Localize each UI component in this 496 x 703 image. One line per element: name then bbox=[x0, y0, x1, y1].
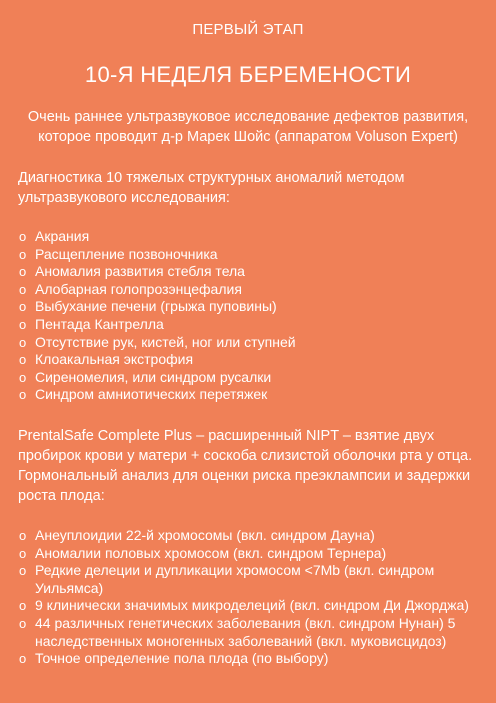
bullet-icon: o bbox=[19, 387, 27, 403]
bullet-icon: o bbox=[19, 264, 27, 280]
list-item-text: Анеуплоидии 22-й хромосомы (вкл. синдром Дауна) bbox=[35, 526, 375, 543]
bullet-icon: o bbox=[19, 281, 27, 297]
list-item bbox=[18, 369, 478, 387]
list-item bbox=[18, 615, 478, 650]
list-item-text: 9 клинически значимых микроделеций (вкл. синдром Ди Джорджа) bbox=[35, 597, 469, 614]
stage-label: ПЕРВЫЙ ЭТАП bbox=[192, 21, 304, 38]
list-item-text: Аномалия развития стебля тела bbox=[35, 263, 245, 280]
list-item bbox=[18, 281, 478, 299]
list-item-text: Расщепление позвоночника bbox=[35, 245, 218, 262]
bullet-icon: o bbox=[19, 369, 27, 385]
list-item bbox=[18, 562, 478, 597]
page-title: 10-Я НЕДЕЛЯ БЕРЕМЕНОСТИ bbox=[84, 62, 412, 87]
subtitle: Очень раннее ультразвуковое исследование дефектов развития, которое проводит д-р Марек Шойс (аппаратом Voluson Expert) bbox=[27, 109, 469, 145]
bullet-icon: o bbox=[19, 299, 27, 315]
list-item bbox=[18, 650, 478, 668]
list-item bbox=[18, 334, 478, 352]
list-item bbox=[18, 351, 478, 369]
bullet-icon: o bbox=[19, 598, 27, 614]
list-item-text: Клоакальная экстрофия bbox=[35, 351, 194, 368]
bullet-icon: o bbox=[19, 615, 27, 631]
bullet-icon: o bbox=[19, 545, 27, 561]
list-item-text: Аномалии половых хромосом (вкл. синдром Тернера) bbox=[35, 544, 387, 561]
list-item bbox=[18, 228, 478, 246]
list-item bbox=[18, 545, 478, 563]
bullet-icon: o bbox=[19, 229, 27, 244]
list-item-text: Редкие делеции и дупликации хромосом <7Mb (вкл. синдром Уильямса) bbox=[35, 562, 435, 596]
list-item bbox=[18, 597, 478, 615]
anomalies-list bbox=[18, 228, 478, 404]
list-item bbox=[18, 386, 478, 404]
list-item bbox=[18, 527, 478, 545]
bullet-icon: o bbox=[19, 651, 27, 667]
bullet-icon: o bbox=[19, 246, 27, 262]
diagnostics-intro: Диагностика 10 тяжелых структурных аномалий методом ультразвукового исследования: bbox=[18, 170, 405, 206]
bullet-icon: o bbox=[19, 563, 27, 579]
list-item-text: Точное определение пола плода (по выбору) bbox=[35, 650, 329, 667]
bullet-icon: o bbox=[19, 316, 27, 332]
bullet-icon: o bbox=[19, 527, 27, 543]
list-item-text: Выбухание печени (грыжа пуповины) bbox=[35, 298, 277, 315]
bullet-icon: o bbox=[19, 352, 27, 368]
tests-list bbox=[18, 527, 478, 668]
list-item-text: Сиреномелия, или синдром русалки bbox=[35, 368, 272, 385]
list-item-text: Акрания bbox=[35, 228, 90, 244]
bullet-icon: o bbox=[19, 334, 27, 350]
list-item-text: Синдром амниотических перетяжек bbox=[35, 386, 268, 403]
prentalsafe-intro: PrentalSafe Complete Plus – расширенный NIPT – взятие двух пробирок крови у матери + соскоба слизистой оболочки рта у отца. Гормональный анализ для оценки риска преэклампсии и задержки роста плода: bbox=[18, 427, 473, 504]
list-item bbox=[18, 298, 478, 316]
list-item-text: Пентада Кантрелла bbox=[35, 315, 164, 332]
list-item-text: Отсутствие рук, кистей, ног или ступней bbox=[35, 333, 296, 350]
list-item-text: 44 различных генетических заболевания (вкл. синдром Нунан) 5 наследственных моногенных заболеваний (вкл. муковисцидоз) bbox=[35, 614, 456, 649]
list-item bbox=[18, 263, 478, 281]
list-item bbox=[18, 246, 478, 264]
list-item-text: Алобарная голопрозэнцефалия bbox=[35, 280, 242, 297]
list-item bbox=[18, 316, 478, 334]
